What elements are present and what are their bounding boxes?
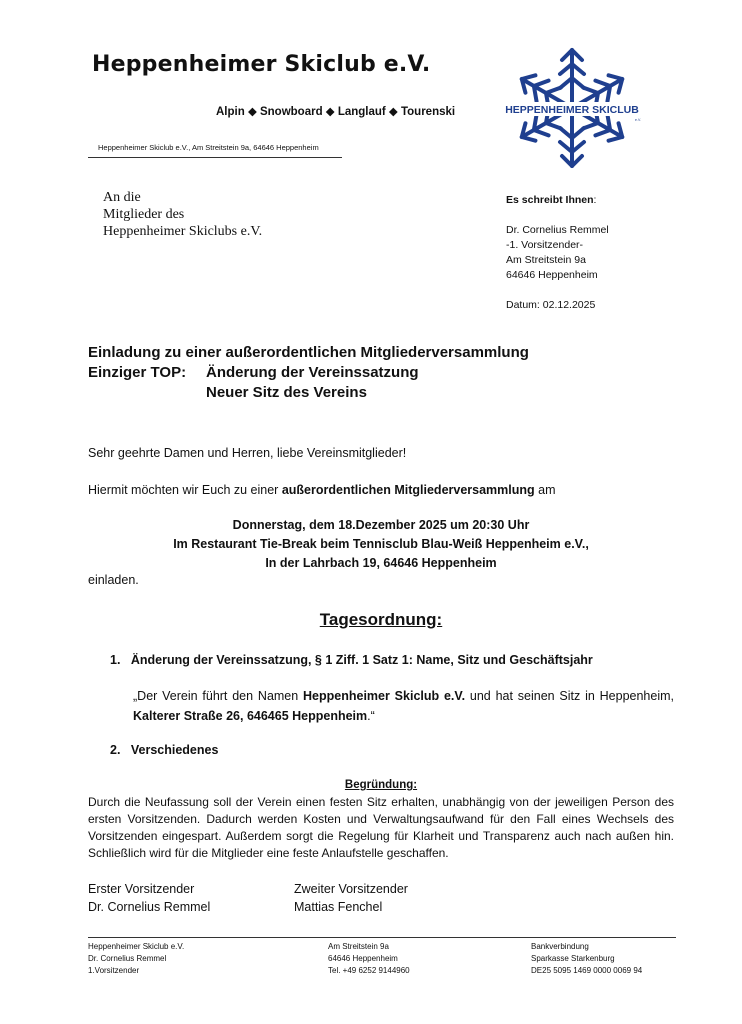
writer-label-row — [506, 193, 609, 208]
intro-text-before: Hiermit möchten wir Euch zu einer — [88, 483, 282, 497]
event-date: Donnerstag, dem 18.Dezember 2025 um 20:30 Uhr — [232, 518, 530, 532]
sender-address-line: Heppenheimer Skiclub e.V., Am Streitstein 9a, 64646 Heppenheim — [98, 143, 319, 152]
writer-name: Dr. Cornelius Remmel — [506, 224, 609, 236]
writer-block — [506, 193, 609, 313]
signature-name: Mattias Fenchel — [294, 900, 383, 914]
top-item-2: Neuer Sitz des Vereins — [206, 384, 367, 401]
signature-name: Dr. Cornelius Remmel — [88, 900, 211, 914]
footer-line: 1.Vorsitzender — [88, 966, 140, 975]
recipient-line: An die — [103, 190, 141, 205]
footer-column-bank — [531, 941, 642, 977]
quote-text: „Der Verein führt den Namen — [133, 689, 304, 703]
signature-first-chair — [88, 880, 210, 916]
snowflake-logo-icon — [498, 42, 646, 172]
quote-bold-name: Heppenheimer Skiclub e.V. — [303, 689, 466, 703]
writer-city: 64646 Heppenheim — [506, 269, 598, 281]
event-address: In der Lahrbach 19, 64646 Heppenheim — [265, 556, 497, 570]
intro-paragraph — [88, 483, 556, 497]
organization-name: Heppenheimer Skiclub e.V. — [92, 52, 431, 77]
agenda-item-number: 2. — [110, 743, 121, 757]
event-venue: Im Restaurant Tie-Break beim Tennisclub Blau-Weiß Heppenheim e.V., — [173, 537, 589, 551]
quote-text: .“ — [367, 709, 375, 723]
greeting: Sehr geehrte Damen und Herren, liebe Vereinsmitglieder! — [88, 446, 407, 460]
event-details — [88, 516, 674, 573]
footer-line: Sparkasse Starkenburg — [531, 954, 615, 963]
intro-text-bold: außerordentlichen Mitgliederversammlung — [281, 483, 535, 497]
writer-role: -1. Vorsitzender- — [506, 239, 584, 251]
footer-line: DE25 5095 1469 0000 0069 94 — [531, 966, 643, 975]
logo-text: HEPPENHEIMER SKICLUB — [505, 104, 639, 116]
recipient-line: Heppenheimer Skiclubs e.V. — [103, 224, 263, 239]
reason-title: Begründung: — [344, 779, 418, 791]
footer-line: Dr. Cornelius Remmel — [88, 954, 167, 963]
invitation-closing-word: einladen. — [88, 573, 139, 587]
footer-line: Tel. +49 6252 9144960 — [328, 966, 410, 975]
recipient-address — [103, 189, 262, 240]
subject-title: Einladung zu einer außerordentlichen Mitgliederversammlung — [88, 344, 529, 361]
letter-date: Datum: 02.12.2025 — [506, 299, 596, 311]
footer-line: Bankverbindung — [531, 942, 589, 951]
reason-text: Durch die Neufassung soll der Verein einen festen Sitz erhalten, unabhängig von der jeweiligen Person des ersten Vorsitzenden. Dadurch werden Kosten und Verwaltungsaufwand für den Fall eines Wechsels des Vorsitzenden eingespart. Außerdem sorgt die Regelung für Klarheit und Transparenz auch nach außen hin. Schließlich wird für die Mitglieder eine feste Anlaufstelle geschaffen. — [88, 795, 674, 860]
agenda-title: Tagesordnung: — [319, 610, 443, 629]
bylaw-quote — [133, 686, 674, 726]
agenda-item — [110, 653, 593, 667]
footer-line: Heppenheimer Skiclub e.V. — [88, 942, 185, 951]
club-logo — [498, 42, 646, 172]
recipient-line: Mitglieder des — [103, 207, 185, 222]
logo-subtext: e.V. — [635, 118, 641, 122]
footer-divider — [88, 937, 676, 938]
signature-second-chair — [294, 880, 408, 916]
footer-line: 64646 Heppenheim — [328, 954, 398, 963]
footer-line: Am Streitstein 9a — [328, 942, 389, 951]
top-item-1: Änderung der Vereinssatzung — [206, 364, 419, 381]
quote-bold-address: Kalterer Straße 26, 646465 Heppenheim — [133, 709, 368, 723]
signature-role: Zweiter Vorsitzender — [294, 882, 408, 896]
writer-label-suffix: : — [593, 194, 597, 206]
footer-column-club — [88, 941, 184, 977]
subject-block — [88, 343, 529, 403]
footer-column-address — [328, 941, 410, 977]
top-label: Einziger TOP: — [88, 364, 187, 381]
writer-label: Es schreibt Ihnen — [506, 194, 594, 206]
agenda-item-number: 1. — [110, 653, 121, 667]
agenda-item-text: Verschiedenes — [130, 743, 219, 757]
intro-text-after: am — [534, 483, 556, 497]
sender-divider — [88, 157, 342, 158]
signature-role: Erster Vorsitzender — [88, 882, 195, 896]
writer-street: Am Streitstein 9a — [506, 254, 586, 266]
agenda-item — [110, 743, 218, 757]
sports-tagline: Alpin ◆ Snowboard ◆ Langlauf ◆ Tourenski — [216, 106, 456, 118]
quote-text: und hat seinen Sitz in Heppenheim, — [465, 689, 674, 703]
agenda-item-text: Änderung der Vereinssatzung, § 1 Ziff. 1 Satz 1: Name, Sitz und Geschäftsjahr — [130, 653, 593, 667]
